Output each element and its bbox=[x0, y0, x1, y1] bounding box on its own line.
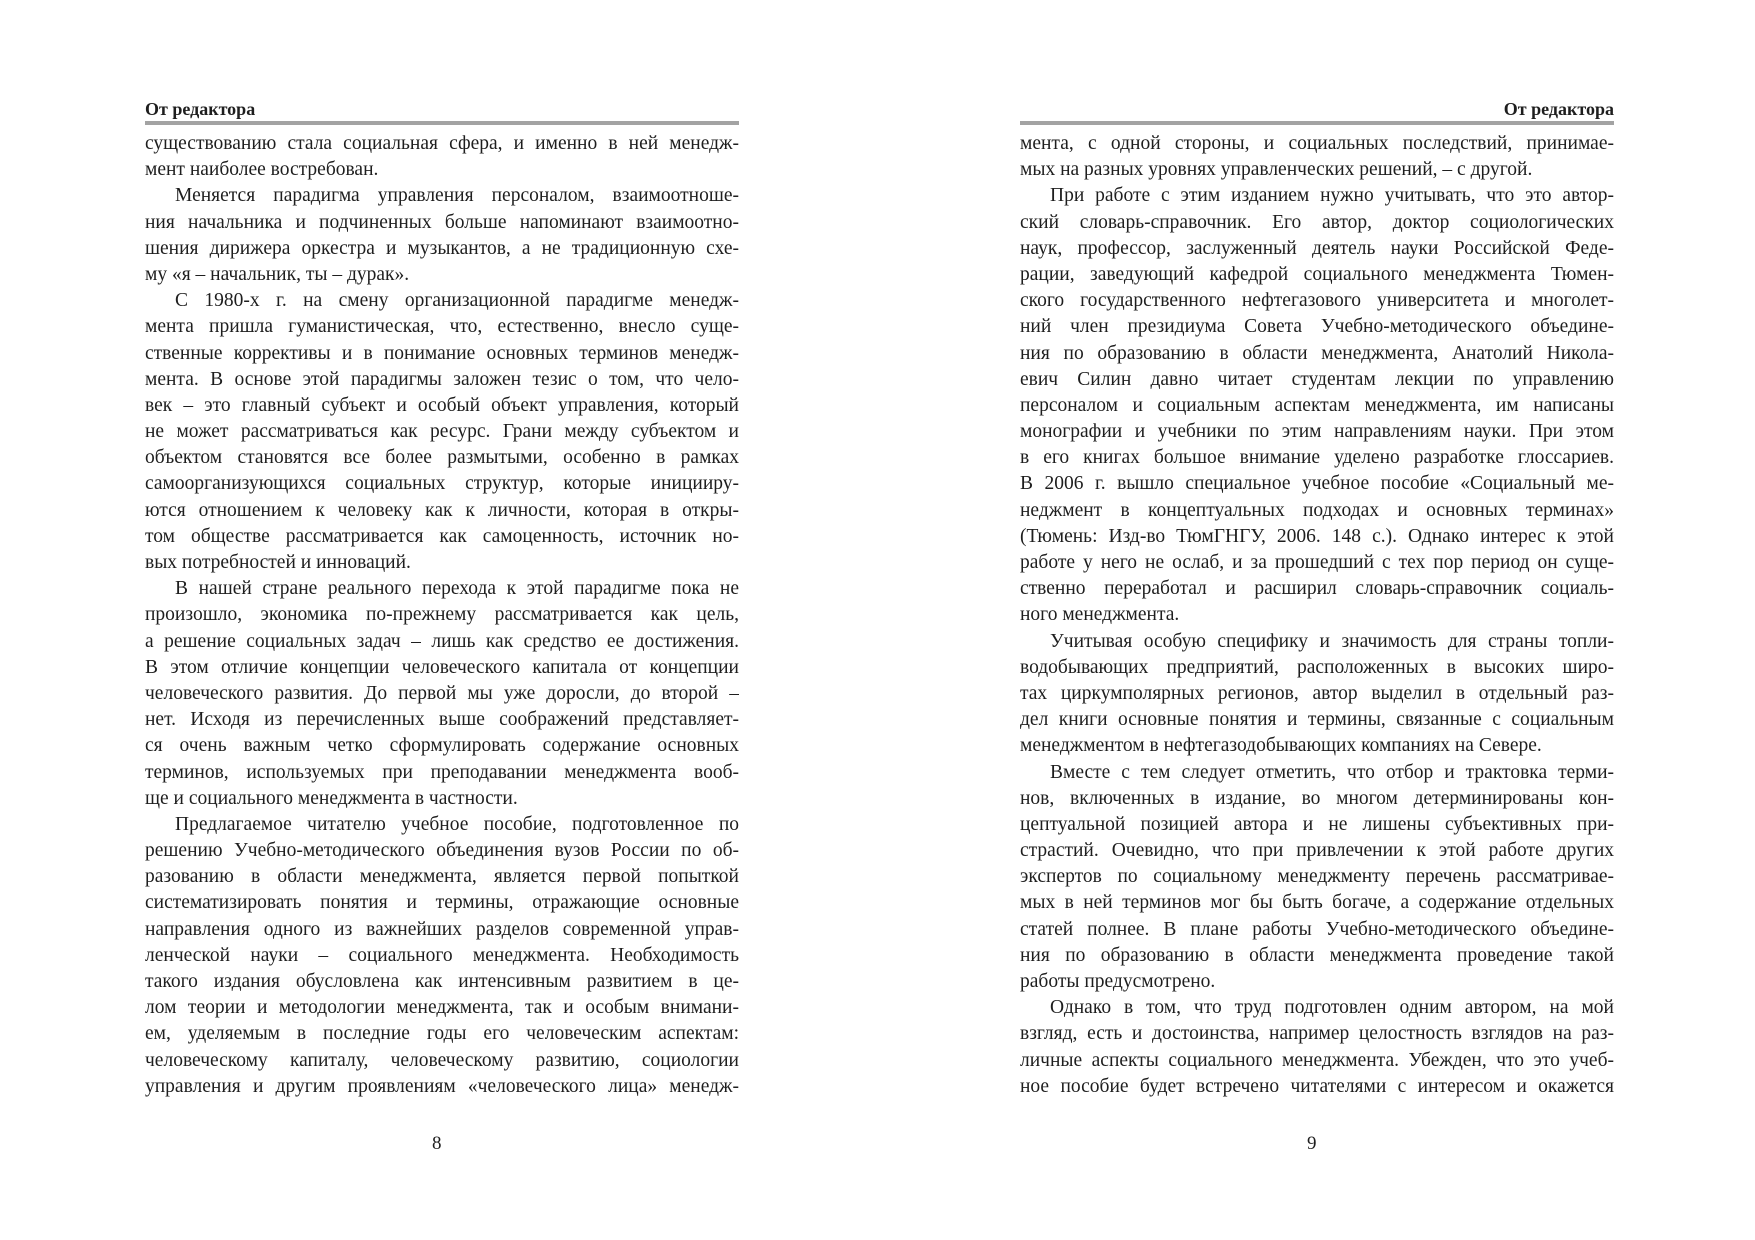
text-line: му «я – начальник, ты – дурак». bbox=[145, 263, 410, 285]
running-head: От редактора bbox=[145, 99, 256, 119]
text-line: неджмент в концептуальных подходах и основных терминах» bbox=[1020, 499, 1614, 521]
text-line: терминов, используемых при преподавании менеджмента вооб- bbox=[145, 761, 739, 783]
text-line: управления и другим проявлениям «человеческого лица» менедж- bbox=[145, 1075, 739, 1097]
page-number: 8 bbox=[432, 1133, 442, 1154]
text-line: монографии и учебники по этим направлениям науки. При этом bbox=[1020, 421, 1614, 443]
text-line: человеческому капиталу, человеческому развитию, социологии bbox=[145, 1049, 739, 1071]
text-line: ния начальника и подчиненных больше напоминают взаимоотно- bbox=[145, 211, 739, 233]
text-line: существованию стала социальная сфера, и именно в ней менедж- bbox=[145, 133, 739, 154]
text-line: ния по образованию в области менеджмента, Анатолий Никола- bbox=[1020, 342, 1614, 364]
text-line: Однако в том, что труд подготовлен одним автором, на мой bbox=[1050, 997, 1614, 1019]
text-line: В нашей стране реального перехода к этой парадигме пока не bbox=[175, 578, 739, 600]
text-line: шения дирижера оркестра и музыкантов, а не традиционную схе- bbox=[145, 237, 739, 259]
text-line: ного менеджмента. bbox=[1020, 604, 1180, 626]
text-line: век – это главный субъект и особый объект управления, который bbox=[145, 394, 739, 416]
text-line: работе у него не ослаб, и за прошедший с тех пор период он суще- bbox=[1020, 552, 1614, 573]
text-line: мент наиболее востребован. bbox=[145, 159, 379, 181]
text-line: ся очень важным четко сформулировать содержание основных bbox=[145, 735, 739, 757]
text-line: ленческой науки – социального менеджмента. Необходимость bbox=[145, 944, 739, 966]
text-line: ное пособие будет встречено читателями с интересом и окажется bbox=[1020, 1075, 1614, 1097]
text-line: человеческого развития. До первой мы уже доросли, до второй – bbox=[145, 682, 739, 704]
text-line: систематизировать понятия и термины, отражающие основные bbox=[145, 892, 739, 914]
text-line: В 2006 г. вышло специальное учебное пособие «Социальный ме- bbox=[1020, 473, 1614, 495]
page-number: 9 bbox=[1307, 1133, 1317, 1154]
text-line: разованию в области менеджмента, является первой попыткой bbox=[145, 866, 739, 888]
text-line: такого издания обусловлена как интенсивным развитием в це- bbox=[145, 971, 739, 992]
text-line: цептуальной позицией автора и не лишены субъективных при- bbox=[1020, 813, 1614, 835]
left-page bbox=[145, 0, 739, 1240]
body-text bbox=[145, 131, 739, 1100]
text-line: тах циркумполярных регионов, автор выделил в отдельный раз- bbox=[1020, 682, 1614, 704]
text-line: В этом отличие концепции человеческого капитала от концепции bbox=[145, 656, 739, 678]
text-line: С 1980-х г. на смену организационной парадигме менедж- bbox=[175, 290, 739, 312]
text-line: объектом становятся все более размытыми, особенно в рамках bbox=[145, 447, 739, 469]
header-rule bbox=[1020, 121, 1614, 125]
text-line: произошло, экономика по-прежнему рассматривается как цель, bbox=[145, 604, 739, 626]
body-text bbox=[1020, 131, 1614, 1100]
text-line: дел книги основные понятия и термины, связанные с социальным bbox=[1020, 709, 1614, 731]
text-line: мых в ней терминов мог бы быть богаче, а содержание отдельных bbox=[1020, 892, 1614, 914]
text-line: ний член президиума Совета Учебно-методического объедине- bbox=[1020, 316, 1614, 338]
text-line: нет. Исходя из перечисленных выше соображений представляет- bbox=[145, 709, 739, 731]
header-rule bbox=[145, 121, 739, 125]
text-line: Учитывая особую специфику и значимость для страны топли- bbox=[1050, 630, 1614, 652]
text-line: лом теории и методологии менеджмента, так и особым внимани- bbox=[145, 997, 739, 1019]
text-line: мента. В основе этой парадигмы заложен тезис о том, что чело- bbox=[145, 368, 739, 390]
text-line: ще и социального менеджмента в частности. bbox=[145, 787, 518, 809]
text-line: рации, заведующий кафедрой социального менеджмента Тюмен- bbox=[1020, 263, 1614, 285]
running-head: От редактора bbox=[1503, 99, 1614, 119]
text-line: (Тюмень: Изд-во ТюмГНГУ, 2006. 148 с.). Однако интерес к этой bbox=[1020, 525, 1614, 547]
text-line: ются отношением к человеку как к личности, которая в откры- bbox=[145, 499, 739, 521]
text-line: решению Учебно-методического объединения вузов России по об- bbox=[145, 840, 739, 862]
text-line: а решение социальных задач – лишь как средство ее достижения. bbox=[145, 630, 739, 652]
text-line: ского государственного нефтегазового университета и многолет- bbox=[1020, 290, 1614, 312]
text-line: самоорганизующихся социальных структур, которые иницииру- bbox=[145, 473, 739, 495]
text-line: не может рассматриваться как ресурс. Грани между субъектом и bbox=[145, 421, 739, 443]
text-line: ем, уделяемым в последние годы его человеческим аспектам: bbox=[145, 1023, 739, 1045]
text-line: в его книгах большое внимание уделено разработке глоссариев. bbox=[1020, 447, 1614, 469]
text-line: водобывающих предприятий, расположенных в высоких широ- bbox=[1020, 656, 1614, 678]
text-line: наук, профессор, заслуженный деятель науки Российской Феде- bbox=[1020, 237, 1614, 259]
text-line: мента пришла гуманистическая, что, естественно, внесло суще- bbox=[145, 316, 739, 338]
text-line: личные аспекты социального менеджмента. Убежден, что это учеб- bbox=[1020, 1049, 1614, 1071]
text-line: взгляд, есть и достоинства, например целостность взглядов на раз- bbox=[1020, 1023, 1614, 1045]
text-line: ский словарь-справочник. Его автор, доктор социологических bbox=[1020, 211, 1614, 233]
text-line: Вместе с тем следует отметить, что отбор и трактовка терми- bbox=[1050, 761, 1614, 783]
text-line: евич Силин давно читает студентам лекции по управлению bbox=[1020, 368, 1614, 390]
text-line: мента, с одной стороны, и социальных последствий, принимае- bbox=[1020, 133, 1614, 154]
text-line: нов, включенных в издание, во многом детерминированы кон- bbox=[1020, 787, 1614, 809]
text-line: работы предусмотрено. bbox=[1020, 971, 1216, 992]
right-page bbox=[1020, 0, 1614, 1240]
text-line: направления одного из важнейших разделов современной управ- bbox=[145, 918, 739, 940]
text-line: статей полнее. В плане работы Учебно-методического объедине- bbox=[1020, 918, 1614, 940]
text-line: Предлагаемое читателю учебное пособие, подготовленное по bbox=[175, 813, 739, 835]
text-line: персоналом и социальным аспектам менеджмента, им написаны bbox=[1020, 394, 1614, 416]
text-line: менеджментом в нефтегазодобывающих компаниях на Севере. bbox=[1020, 735, 1542, 757]
text-line: При работе с этим изданием нужно учитывать, что это автор- bbox=[1050, 185, 1614, 207]
text-line: Меняется парадигма управления персоналом, взаимоотноше- bbox=[175, 185, 739, 207]
text-line: ния по образованию в области менеджмента проведение такой bbox=[1020, 944, 1614, 966]
text-line: ственные коррективы и в понимание основных терминов менедж- bbox=[145, 342, 739, 364]
text-line: экспертов по социальному менеджменту перечень рассматривае- bbox=[1020, 866, 1614, 888]
text-line: мых на разных уровнях управленческих решений, – с другой. bbox=[1020, 159, 1533, 181]
text-line: вых потребностей и инноваций. bbox=[145, 552, 411, 573]
text-line: том обществе рассматривается как самоценность, источник но- bbox=[145, 525, 739, 547]
text-line: ственно переработал и расширил словарь-справочник социаль- bbox=[1020, 578, 1614, 600]
text-line: страстий. Очевидно, что при привлечении к этой работе других bbox=[1020, 840, 1614, 862]
